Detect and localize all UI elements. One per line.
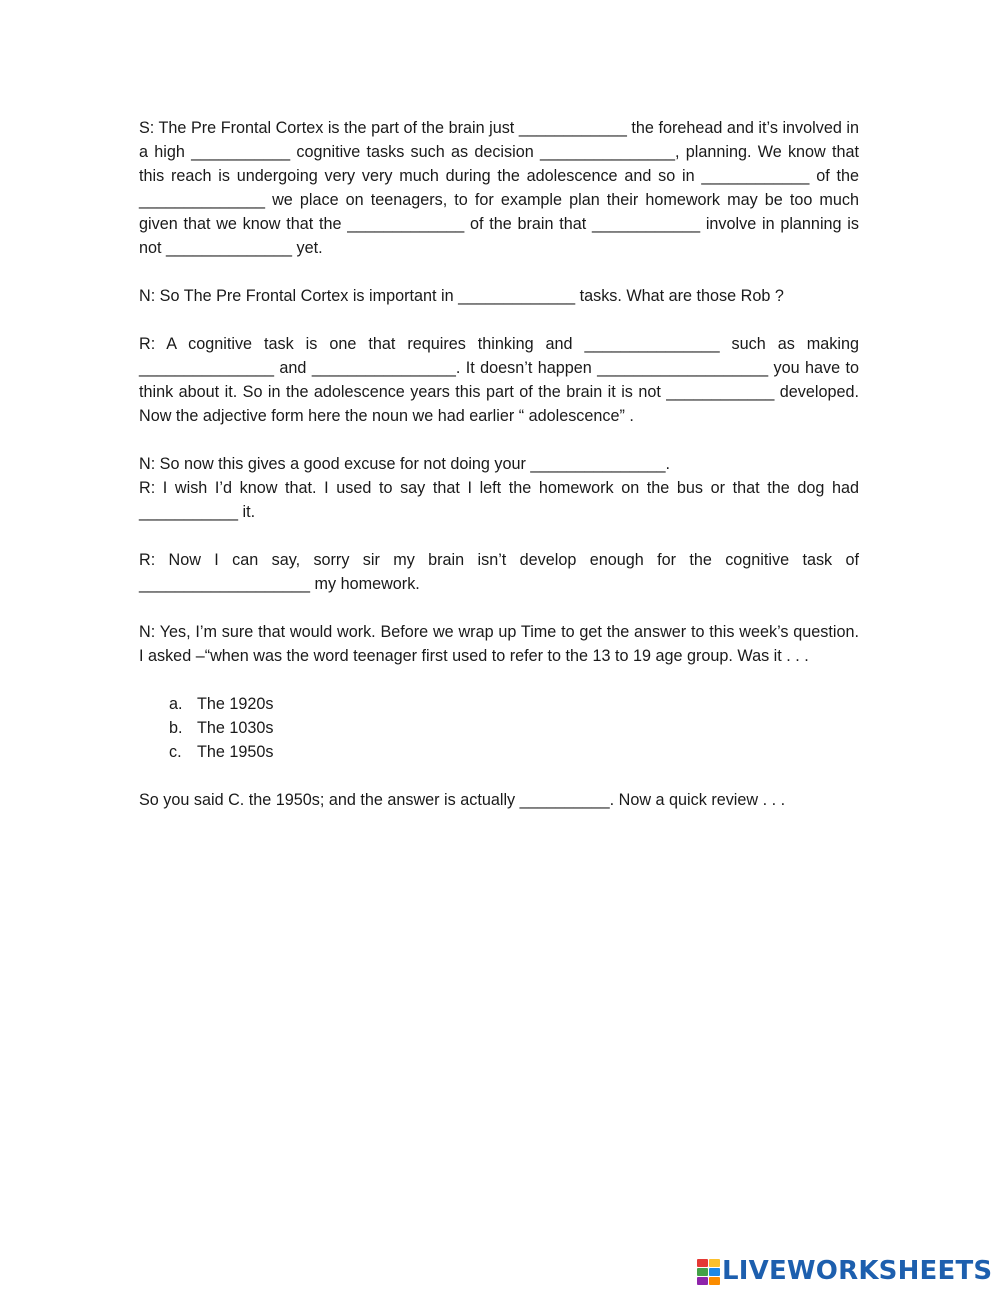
option-letter: a. [169,695,183,713]
logo-square [709,1277,720,1285]
paragraph-r-homework-bus: R: I wish I’d know that. I used to say that I left the homework on the bus or that the dog had ___________ it. [139,479,859,521]
logo-square [697,1268,708,1276]
option-letter: b. [169,719,183,737]
option-text: The 1950s [197,743,274,761]
paragraph-n-cognitive-tasks: N: So The Pre Frontal Cortex is important in _____________ tasks. What are those Rob ? [139,287,784,305]
paragraph-s-prefrontal: S: The Pre Frontal Cortex is the part of the brain just ____________ the forehead and it’s involved in a high ___________ cognitive tasks such as decision _______________, planning. We know that this reach is undergoing very very much during the adolescence and so in ____________ of the ______________ we place on teenagers, to for example plan their homework may be too much given that we know that the _____________ of the brain that ____________ involve in planning is not ______________ yet. [139,119,859,257]
option-letter: c. [169,743,182,761]
paragraph-n-question: N: Yes, I’m sure that would work. Before we wrap up Time to get the answer to this week’s question. I asked –“when was the word teenager first used to refer to the 13 to 19 age group. Was it . . . [139,623,859,665]
option-text: The 1920s [197,695,274,713]
worksheet-page [139,116,859,836]
liveworksheets-logo-icon [697,1259,719,1283]
logo-square [709,1259,720,1267]
option-text: The 1030s [197,719,274,737]
option-item [169,692,859,716]
logo-square [697,1259,708,1267]
answer-options-list [139,692,859,764]
paragraph-r-cognitive-definition: R: A cognitive task is one that requires thinking and _______________ such as making _______________ and ________________. It doesn’t happen ___________________ you have to think about it. So in the adolescence years this part of the brain it is not ____________ developed. Now the adjective form here the noun we had earlier “ adolescence” . [139,335,859,425]
paragraph-r-sorry-sir: R: Now I can say, sorry sir my brain isn’t develop enough for the cognitive task of ___________________ my homework. [139,551,859,593]
logo-square [709,1268,720,1276]
option-item [169,740,859,764]
liveworksheets-brand-text: LIVEWORKSHEETS [722,1256,993,1286]
logo-square [697,1277,708,1285]
option-item [169,716,859,740]
paragraph-closing: So you said C. the 1950s; and the answer is actually __________. Now a quick review . . . [139,791,786,809]
paragraph-n-excuse: N: So now this gives a good excuse for not doing your _______________. [139,455,670,473]
liveworksheets-logo [697,1256,992,1286]
